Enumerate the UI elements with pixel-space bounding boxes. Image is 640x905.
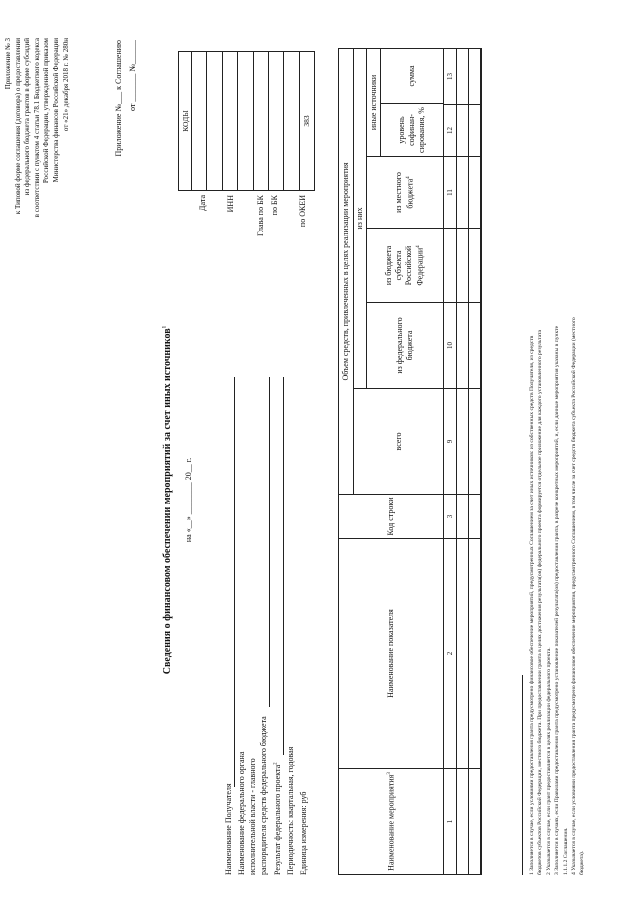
header-of-them: из них xyxy=(354,48,367,388)
total-cell-event[interactable] xyxy=(469,769,482,875)
data-cell-local[interactable] xyxy=(457,157,469,229)
document-date-line: на «__» ________ 20__ г. xyxy=(184,457,193,543)
annex-line-6: Министерства финансов Российской Федерации xyxy=(51,38,60,183)
label-bk-head: Глава по БК xyxy=(256,195,265,236)
code-cell-blank-1[interactable] xyxy=(207,52,222,191)
annex-line-7: от «21» декабря 2018 г. № 280н xyxy=(61,38,70,132)
annex-header xyxy=(4,38,71,358)
col-number-1: 1 xyxy=(444,769,457,875)
data-cell-cofin[interactable] xyxy=(457,105,469,157)
col-number-2: 2 xyxy=(444,539,457,769)
result-footnote-mark: 2 xyxy=(273,762,279,765)
col-number-3: 3 xyxy=(444,495,457,539)
data-cell-sum[interactable] xyxy=(457,48,469,104)
annex-line-2: к Типовой форме соглашения (договора) о предоставлении xyxy=(13,38,22,215)
header-subject-budget xyxy=(367,229,444,303)
total-cell-federal[interactable] xyxy=(469,303,482,389)
annex-line-4: в соответствии с пунктом 4 статьи 78.1 Бюджетного кодекса xyxy=(32,38,41,218)
footnotes xyxy=(528,49,587,875)
header-indicator-name: Наименование показателя xyxy=(339,539,444,769)
footnote-4b: бюджета). xyxy=(579,850,586,875)
subject-footnote-mark: 4 xyxy=(416,245,422,248)
col-number-12: 12 xyxy=(444,105,457,157)
codes-header: КОДЫ xyxy=(179,52,192,191)
col-number-blank xyxy=(444,229,457,303)
document-title xyxy=(162,285,173,715)
header-sum: сумма xyxy=(406,65,416,87)
total-cell-subject[interactable] xyxy=(469,229,482,303)
data-cell-event[interactable] xyxy=(457,769,469,875)
agreement-annex-line-1: Приложение №___ к Соглашению xyxy=(114,40,123,157)
footnote-4a: 4 Указывается в случае, если условиями предоставления гранта предусмотрено финансовое обеспечение мероприятия, предусмотренного Соглашением, в том числе за счет средств бюджета субъекта Российской Федерации (местного xyxy=(571,317,578,875)
field-org-label-2: исполнительной власти - главного xyxy=(248,758,257,875)
header-cofinancing-level: уровень софинан-сирования, % xyxy=(381,103,443,156)
data-cell-federal[interactable] xyxy=(457,303,469,389)
data-cell-subject[interactable] xyxy=(457,229,469,303)
footnote-1a: 1 Заполняется в случае, если условиями предоставления гранта предусмотрено финансовое обеспечение мероприятий, предусмотренных Соглашением за счет иных источников: из собственных средств Получателя, из средств xyxy=(529,335,535,875)
header-local-budget-text: из местного бюджета xyxy=(394,172,415,213)
code-cell-bk[interactable] xyxy=(268,52,283,191)
event-footnote-mark: 3 xyxy=(387,772,393,775)
code-cell-okei: 383 xyxy=(299,52,314,191)
total-cell-local[interactable] xyxy=(469,157,482,229)
agreement-annex-reference xyxy=(112,40,140,156)
data-cell-indicator[interactable] xyxy=(457,539,469,769)
code-cell-bk-head[interactable] xyxy=(253,52,268,191)
code-cell-inn[interactable] xyxy=(222,52,237,191)
field-unit: Единица измерения: руб xyxy=(299,791,308,875)
total-cell-code[interactable] xyxy=(469,495,482,539)
field-org-label-1: Наименование федерального органа xyxy=(237,751,246,875)
footnote-separator xyxy=(522,675,523,875)
field-result-text: Результат федерального проекта xyxy=(273,764,282,875)
title-footnote-mark: 1 xyxy=(162,325,168,329)
code-cell-blank-2[interactable] xyxy=(238,52,253,191)
field-result-line[interactable] xyxy=(283,377,284,755)
footnote-3a: 3 Заполняется в случаях, если Правилами предоставления гранта предусмотрено установление показателей результата(ов) предоставления гранта, в разрезе конкретных мероприятий, и, если данные мероприятия указаны в пункте xyxy=(554,325,561,875)
total-cell-sum[interactable] xyxy=(469,48,482,104)
annex-line-5: Российской Федерации, утвержденной приказом xyxy=(42,38,51,184)
agreement-annex-line-2: от _______ №______ xyxy=(128,40,137,112)
data-cell-code[interactable] xyxy=(457,495,469,539)
field-result-label xyxy=(273,762,282,875)
footnote-2: 2 Указывается в случае, если грант предоставляется в целях реализации федерального проекта. xyxy=(545,647,552,875)
label-okei: по ОКЕИ xyxy=(298,195,307,228)
col-number-11: 11 xyxy=(444,157,457,229)
col-number-13: 13 xyxy=(444,48,457,104)
label-bk: по БК xyxy=(270,195,279,216)
header-subject-budget-text: из бюджета субъекта Российской Федерации xyxy=(384,245,425,286)
header-other-sources-group xyxy=(367,48,444,156)
header-event-name xyxy=(339,769,444,875)
field-org-label-3: распорядителя средств федерального бюджета xyxy=(259,716,268,875)
header-other-sources: иные источники xyxy=(368,49,381,156)
header-total: всего xyxy=(354,389,444,495)
header-row-code: Код строки xyxy=(339,495,444,539)
header-event-name-text: Наименование мероприятия xyxy=(386,774,396,871)
footnote-1b: бюджетов субъектов Российской Федерации, местного бюджета. При предоставлении гранта в целях достижения результата(ов) федерального проекта формируется отдельное приложение для каждого установленного результата xyxy=(537,330,544,875)
label-date: Дата xyxy=(198,195,207,211)
field-periodicity: Периодичность: квартальная, годовая xyxy=(286,746,295,875)
code-cell-blank-3[interactable] xyxy=(284,52,299,191)
code-cell-date[interactable] xyxy=(192,52,207,191)
total-cell-total[interactable] xyxy=(469,389,482,495)
field-recipient-label: Наименование Получателя xyxy=(224,783,233,875)
document-title-text: Сведения о финансовом обеспечении мероприятий за счет иных источников xyxy=(162,328,173,675)
footnote-3b: 1.1.1.2 Соглашения. xyxy=(562,827,569,875)
annex-line-1: Приложение № 3 xyxy=(4,38,12,90)
local-footnote-mark: 4 xyxy=(406,176,412,179)
col-number-10: 10 xyxy=(444,303,457,389)
field-org-line[interactable] xyxy=(269,377,270,707)
header-local-budget xyxy=(367,157,444,229)
label-inn: ИНН xyxy=(226,195,235,213)
total-cell-indicator[interactable] xyxy=(469,539,482,769)
annex-line-3: из федерального бюджета грантов в форме субсидий xyxy=(23,38,32,196)
codes-table xyxy=(178,51,315,191)
col-number-9: 9 xyxy=(444,389,457,495)
data-cell-total[interactable] xyxy=(457,389,469,495)
events-funding-table xyxy=(338,48,482,875)
header-federal-budget: из федерального бюджета xyxy=(367,303,444,389)
field-recipient-line[interactable] xyxy=(234,377,235,787)
total-cell-cofin[interactable] xyxy=(469,105,482,157)
header-volume: Объем средств, привлеченных в целях реализации мероприятия xyxy=(339,48,354,494)
